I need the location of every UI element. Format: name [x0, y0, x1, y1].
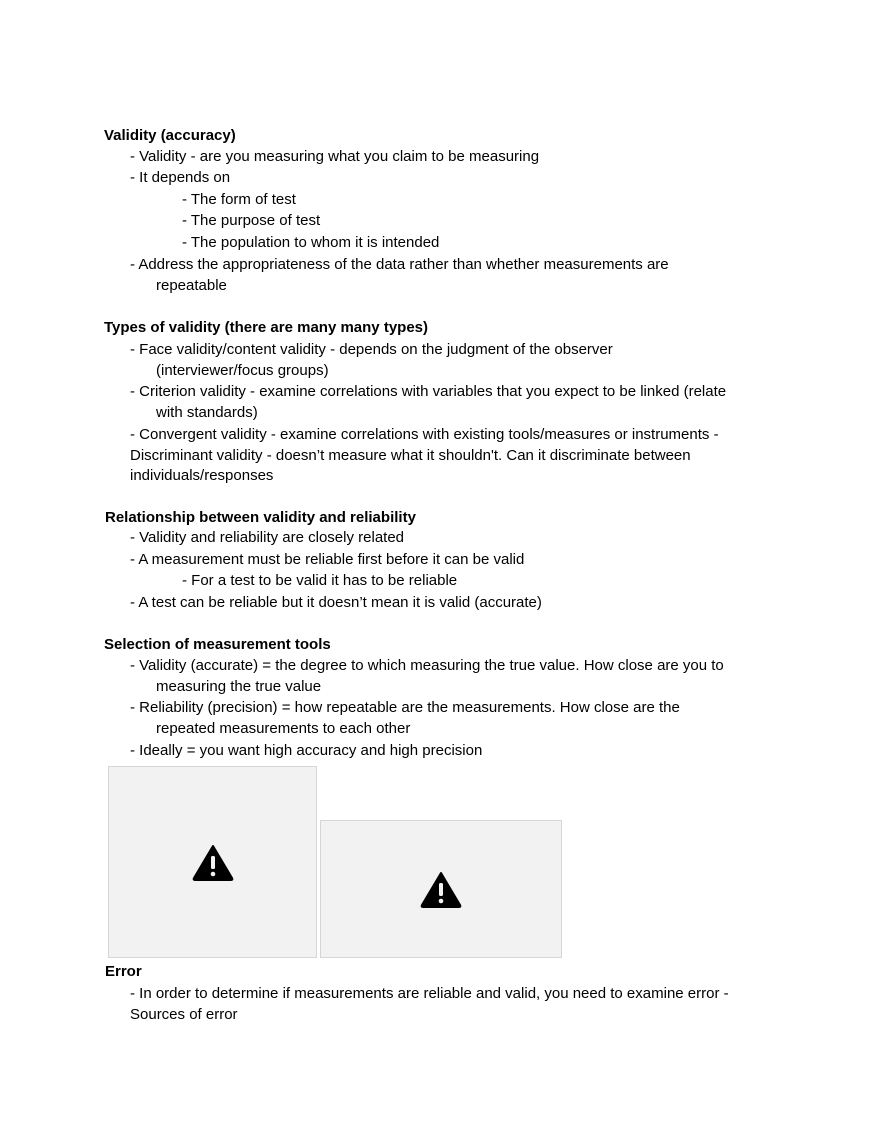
validity-line-1: - Validity - are you measuring what you claim to be measuring — [130, 148, 540, 165]
error-line-1: - In order to determine if measurements are reliable and valid, you need to examine error - — [130, 985, 729, 1002]
validity-subline-form: - The form of test — [182, 191, 296, 208]
types-line-3: - Convergent validity - examine correlations with existing tools/measures or instruments - — [130, 426, 719, 443]
relationship-subline: - For a test to be valid it has to be reliable — [182, 572, 458, 589]
relationship-line-1: - Validity and reliability are closely related — [130, 529, 405, 546]
relationship-line-3: - A test can be reliable but it doesn’t mean it is valid (accurate) — [130, 594, 542, 611]
warning-icon — [420, 871, 462, 908]
types-line-1: - Face validity/content validity - depends on the judgment of the observer — [130, 341, 613, 358]
heading-selection: Selection of measurement tools — [104, 636, 331, 653]
relationship-line-2: - A measurement must be reliable first before it can be valid — [130, 551, 525, 568]
types-line-1-cont: (interviewer/focus groups) — [156, 362, 329, 379]
types-line-3-cont2: individuals/responses — [130, 467, 274, 484]
selection-line-1-cont: measuring the true value — [156, 678, 322, 695]
heading-types-of-validity: Types of validity (there are many many types) — [104, 319, 429, 336]
selection-line-3: - Ideally = you want high accuracy and high precision — [130, 742, 483, 759]
selection-line-2: - Reliability (precision) = how repeatable are the measurements. How close are the — [130, 699, 680, 716]
selection-line-2-cont: repeated measurements to each other — [156, 720, 411, 737]
image-placeholder-2 — [320, 820, 562, 958]
validity-line-2: - It depends on — [130, 169, 231, 186]
types-line-3-cont: Discriminant validity - doesn’t measure what it shouldn't. Can it discriminate between — [130, 447, 691, 464]
validity-line-3: - Address the appropriateness of the data rather than whether measurements are — [130, 256, 669, 273]
heading-error: Error — [105, 963, 142, 980]
warning-icon — [192, 844, 234, 881]
selection-line-1: - Validity (accurate) = the degree to which measuring the true value. How close are you to — [130, 657, 724, 674]
validity-subline-population: - The population to whom it is intended — [182, 234, 440, 251]
image-placeholder-1 — [108, 766, 317, 958]
types-line-2-cont: with standards) — [156, 404, 258, 421]
validity-line-3-cont: repeatable — [156, 277, 227, 294]
error-line-1-cont: Sources of error — [130, 1006, 238, 1023]
heading-validity: Validity (accuracy) — [104, 127, 236, 144]
types-line-2: - Criterion validity - examine correlations with variables that you expect to be linked (relate — [130, 383, 727, 400]
validity-subline-purpose: - The purpose of test — [182, 212, 321, 229]
heading-relationship: Relationship between validity and reliability — [105, 509, 416, 526]
